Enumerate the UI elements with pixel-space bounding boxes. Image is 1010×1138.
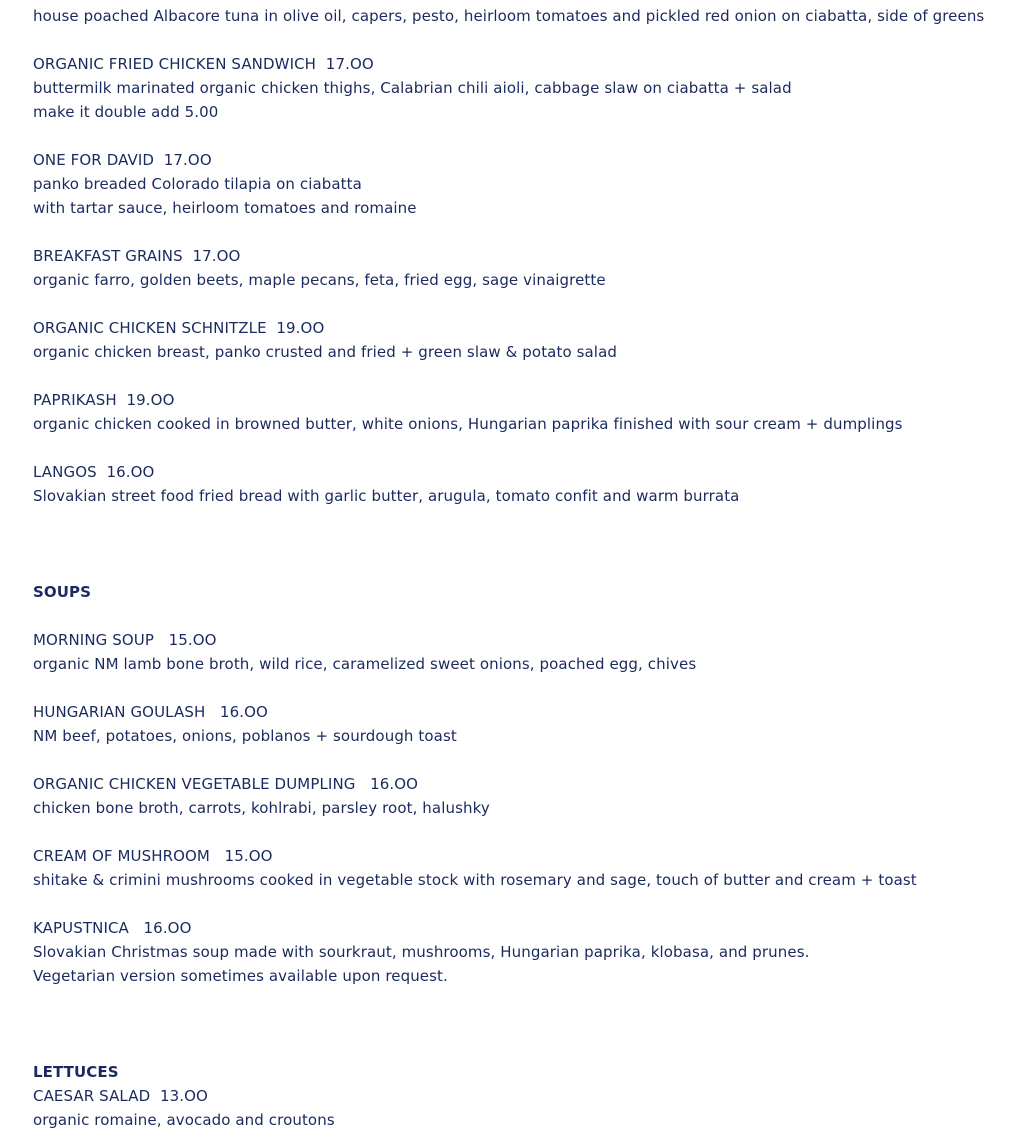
item-description: house poached Albacore tuna in olive oil, capers, pesto, heirloom tomatoes and pickled red onion on ciabatta, side of greens bbox=[33, 7, 985, 25]
item-description: make it double add 5.00 bbox=[33, 103, 219, 121]
item-description: panko breaded Colorado tilapia on ciabatta bbox=[33, 175, 362, 193]
menu-item bbox=[33, 772, 1010, 820]
item-title: ORGANIC CHICKEN VEGETABLE DUMPLING 16.OO bbox=[33, 775, 419, 793]
item-title: LANGOS 16.OO bbox=[33, 463, 155, 481]
item-title: MORNING SOUP 15.OO bbox=[33, 631, 217, 649]
menu-item bbox=[33, 4, 1010, 28]
menu-item bbox=[33, 700, 1010, 748]
item-description: Slovakian Christmas soup made with sourkraut, mushrooms, Hungarian paprika, klobasa, and prunes. bbox=[33, 943, 810, 961]
menu-section-soups bbox=[33, 580, 1010, 988]
item-description: organic NM lamb bone broth, wild rice, caramelized sweet onions, poached egg, chives bbox=[33, 655, 697, 673]
menu-item bbox=[33, 388, 1010, 436]
item-title: ORGANIC CHICKEN SCHNITZLE 19.OO bbox=[33, 319, 325, 337]
menu-item bbox=[33, 460, 1010, 508]
item-description: NM beef, potatoes, onions, poblanos + sourdough toast bbox=[33, 727, 457, 745]
item-description: with tartar sauce, heirloom tomatoes and romaine bbox=[33, 199, 417, 217]
item-title: CREAM OF MUSHROOM 15.OO bbox=[33, 847, 273, 865]
item-title: BREAKFAST GRAINS 17.OO bbox=[33, 247, 241, 265]
menu-item bbox=[33, 628, 1010, 676]
section-heading: SOUPS bbox=[33, 583, 92, 601]
menu-item bbox=[33, 52, 1010, 124]
menu-item bbox=[33, 1084, 1010, 1132]
section-heading: LETTUCES bbox=[33, 1063, 119, 1081]
item-title: HUNGARIAN GOULASH 16.OO bbox=[33, 703, 268, 721]
item-description: buttermilk marinated organic chicken thighs, Calabrian chili aioli, cabbage slaw on ciabatta + salad bbox=[33, 79, 792, 97]
item-description: chicken bone broth, carrots, kohlrabi, parsley root, halushky bbox=[33, 799, 490, 817]
menu bbox=[33, 4, 1010, 1132]
item-title: PAPRIKASH 19.OO bbox=[33, 391, 175, 409]
menu-item bbox=[33, 316, 1010, 364]
item-title: ORGANIC FRIED CHICKEN SANDWICH 17.OO bbox=[33, 55, 374, 73]
menu-section-lettuces bbox=[33, 1060, 1010, 1132]
menu-item bbox=[33, 916, 1010, 988]
item-title: CAESAR SALAD 13.OO bbox=[33, 1087, 208, 1105]
item-description: Slovakian street food fried bread with garlic butter, arugula, tomato confit and warm burrata bbox=[33, 487, 740, 505]
item-description: organic chicken breast, panko crusted and fried + green slaw & potato salad bbox=[33, 343, 617, 361]
item-description: organic chicken cooked in browned butter, white onions, Hungarian paprika finished with sour cream + dumplings bbox=[33, 415, 903, 433]
menu-item bbox=[33, 148, 1010, 220]
item-title: KAPUSTNICA 16.OO bbox=[33, 919, 192, 937]
item-description: organic farro, golden beets, maple pecans, feta, fried egg, sage vinaigrette bbox=[33, 271, 606, 289]
menu-item bbox=[33, 844, 1010, 892]
item-title: ONE FOR DAVID 17.OO bbox=[33, 151, 212, 169]
item-description: Vegetarian version sometimes available upon request. bbox=[33, 967, 448, 985]
menu-section-mains bbox=[33, 4, 1010, 508]
item-description: shitake & crimini mushrooms cooked in vegetable stock with rosemary and sage, touch of butter and cream + toast bbox=[33, 871, 917, 889]
item-description: organic romaine, avocado and croutons bbox=[33, 1111, 335, 1129]
menu-item bbox=[33, 244, 1010, 292]
